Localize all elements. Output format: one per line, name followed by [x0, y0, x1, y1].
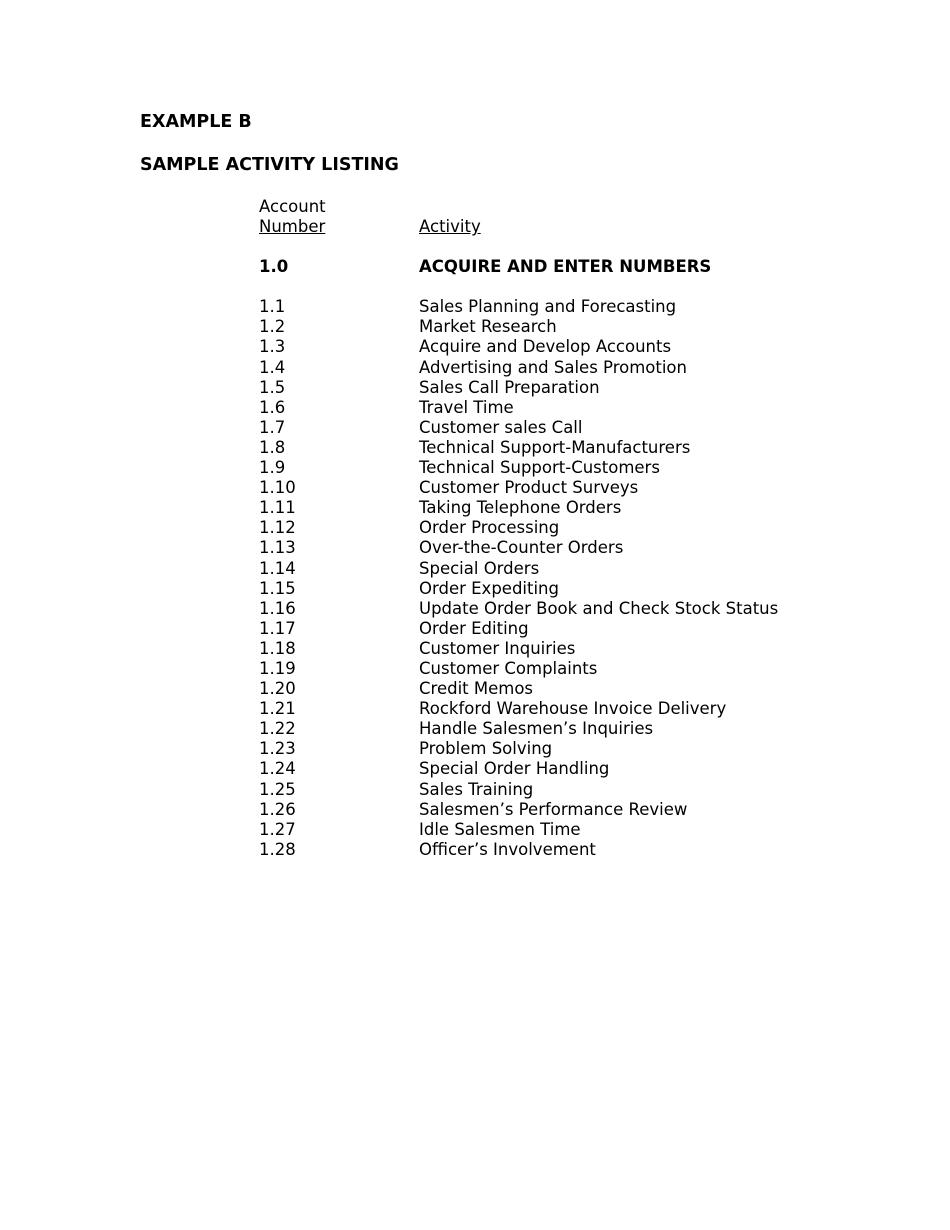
account-number: 1.4: [259, 357, 286, 377]
activity-name: Idle Salesmen Time: [419, 819, 581, 839]
table-row: [259, 418, 859, 438]
activity-name: Order Processing: [419, 518, 560, 538]
table-row: [259, 398, 859, 418]
table-row: [259, 619, 859, 639]
table-row: [259, 478, 859, 498]
activity-name: Credit Memos: [419, 679, 534, 699]
table-row: [259, 759, 859, 779]
table-row: [259, 378, 859, 398]
account-number: 1.11: [259, 498, 296, 518]
section-number: 1.0: [259, 257, 289, 277]
table-row: [259, 579, 859, 599]
activity-table: [259, 197, 859, 860]
table-row: [259, 840, 859, 860]
activity-name: Special Orders: [419, 558, 540, 578]
account-number: 1.8: [259, 437, 286, 457]
table-row: [259, 800, 859, 820]
activity-name: Taking Telephone Orders: [419, 498, 622, 518]
activity-name: Travel Time: [419, 397, 514, 417]
table-row: [259, 780, 859, 800]
account-number: 1.14: [259, 558, 296, 578]
activity-name: Technical Support-Customers: [419, 458, 660, 478]
activity-header: Activity: [419, 217, 481, 237]
activity-name: Sales Planning and Forecasting: [419, 297, 677, 317]
section-title: ACQUIRE AND ENTER NUMBERS: [419, 257, 712, 277]
table-row: [259, 820, 859, 840]
table-row: [259, 358, 859, 378]
account-header-line1: Account: [259, 197, 326, 216]
activity-name: Salesmen’s Performance Review: [419, 799, 688, 819]
table-row: [259, 679, 859, 699]
account-number: 1.18: [259, 638, 296, 658]
activity-name: Rockford Warehouse Invoice Delivery: [419, 699, 727, 719]
table-row: [259, 337, 859, 357]
account-number: 1.17: [259, 618, 296, 638]
table-row: [259, 458, 859, 478]
account-number: 1.13: [259, 538, 296, 558]
account-number: 1.12: [259, 518, 296, 538]
account-number: 1.15: [259, 578, 296, 598]
account-number: 1.24: [259, 759, 296, 779]
table-row: [259, 699, 859, 719]
table-row: [259, 719, 859, 739]
listing-title: SAMPLE ACTIVITY LISTING: [140, 155, 399, 175]
table-row: [259, 438, 859, 458]
spacer: [259, 277, 859, 297]
activity-name: Market Research: [419, 317, 557, 337]
account-number: 1.1: [259, 297, 286, 317]
activity-name: Acquire and Develop Accounts: [419, 337, 672, 357]
activity-name: Problem Solving: [419, 739, 553, 759]
activity-name: Special Order Handling: [419, 759, 610, 779]
account-number: 1.22: [259, 719, 296, 739]
account-number: 1.27: [259, 819, 296, 839]
activity-name: Customer Complaints: [419, 658, 598, 678]
account-number: 1.28: [259, 839, 296, 859]
account-number: 1.5: [259, 377, 286, 397]
account-number: 1.26: [259, 799, 296, 819]
activity-name: Order Editing: [419, 618, 529, 638]
activity-name: Update Order Book and Check Stock Status: [419, 598, 779, 618]
account-number: 1.7: [259, 417, 286, 437]
table-row: [259, 518, 859, 538]
table-row: [259, 498, 859, 518]
account-number: 1.20: [259, 679, 296, 699]
section-row: [259, 257, 859, 277]
activity-name: Sales Training: [419, 779, 534, 799]
activity-name: Customer Inquiries: [419, 638, 576, 658]
account-number: 1.2: [259, 317, 286, 337]
account-number: 1.9: [259, 458, 286, 478]
account-number-header: Number: [259, 217, 326, 237]
table-row: [259, 297, 859, 317]
account-number: 1.16: [259, 598, 296, 618]
account-number: 1.21: [259, 699, 296, 719]
account-number: 1.19: [259, 658, 296, 678]
table-row: [259, 538, 859, 558]
activity-name: Advertising and Sales Promotion: [419, 357, 687, 377]
table-row: [259, 599, 859, 619]
table-row: [259, 639, 859, 659]
activity-name: Sales Call Preparation: [419, 377, 600, 397]
activity-name: Technical Support-Manufacturers: [419, 437, 691, 457]
table-row: [259, 559, 859, 579]
activity-name: Customer sales Call: [419, 417, 583, 437]
account-number: 1.10: [259, 478, 296, 498]
table-row: [259, 659, 859, 679]
activity-name: Handle Salesmen’s Inquiries: [419, 719, 654, 739]
table-row: [259, 317, 859, 337]
activity-name: Customer Product Surveys: [419, 478, 639, 498]
account-number: 1.23: [259, 739, 296, 759]
account-number: 1.6: [259, 397, 286, 417]
table-row: [259, 739, 859, 759]
activity-rows: [259, 297, 859, 860]
header-row-1: [259, 197, 859, 217]
account-number: 1.3: [259, 337, 286, 357]
example-title: EXAMPLE B: [140, 112, 252, 132]
activity-name: Over-the-Counter Orders: [419, 538, 624, 558]
account-number: 1.25: [259, 779, 296, 799]
spacer: [259, 237, 859, 257]
header-row-2: [259, 217, 859, 237]
activity-name: Officer’s Involvement: [419, 839, 596, 859]
activity-name: Order Expediting: [419, 578, 559, 598]
